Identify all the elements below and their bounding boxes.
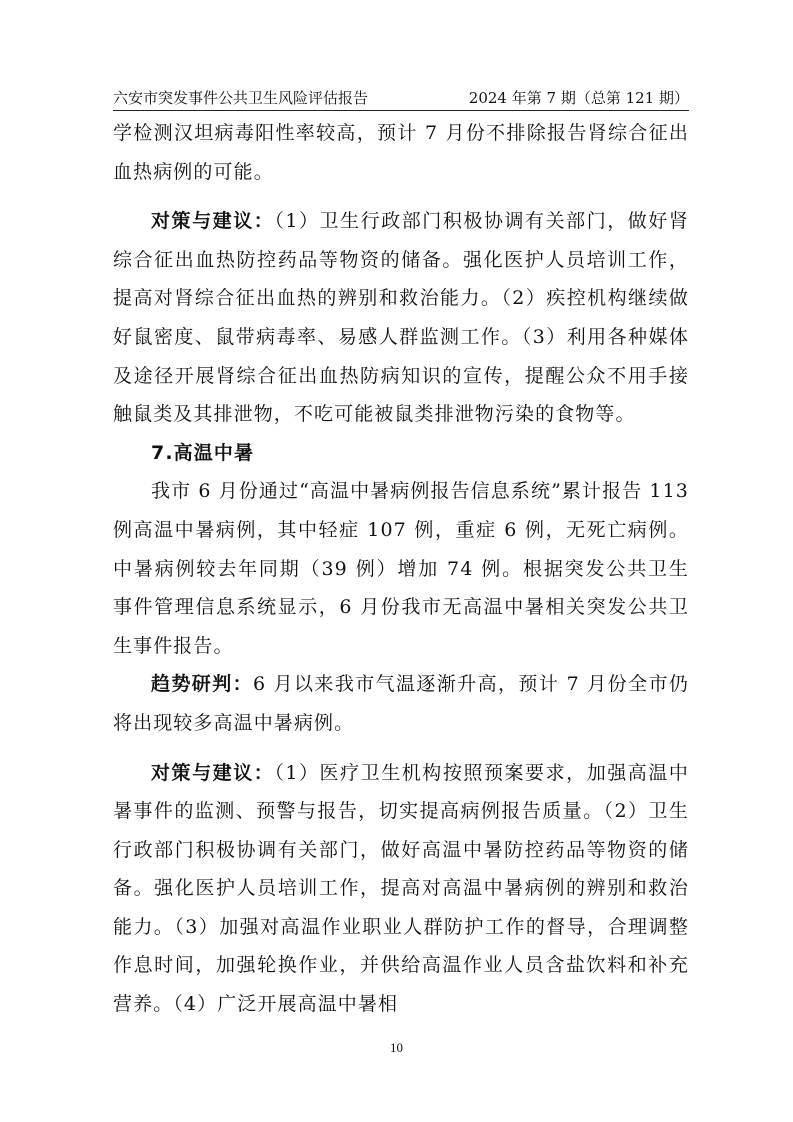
recommendations-text: （1）卫生行政部门积极协调有关部门，做好肾综合征出血热防控药品等物资的储备。强化医护人员培训工作，提高对肾综合征出血热的辨别和救治能力。（2）疾控机构继续做好鼠密度、鼠带病毒率、易感人群监测工作。（3）利用各种媒体及途径开展肾综合征出血热防病知识的宣传，提醒公众不用手接触鼠类及其排泄物，不吃可能被鼠类排泄物污染的食物等。	[113, 210, 689, 426]
page-header	[113, 86, 689, 111]
trend-label: 趋势研判：	[151, 673, 253, 696]
header-report-title: 六安市突发事件公共卫生风险评估报告	[113, 89, 369, 107]
heatstroke-recommendations-text: （1）医疗卫生机构按照预案要求，加强高温中暑事件的监测、预警与报告，切实提高病例报告质量。（2）卫生行政部门积极协调有关部门，做好高温中暑防控药品等物资的储备。强化医护人员培训工作，提高对高温中暑病例的辨别和救治能力。（3）加强对高温作业职业人群防护工作的督导，合理调整作息时间，加强轮换作业，并供给高温作业人员含盐饮料和补充营养。（4）广泛开展高温中暑相	[113, 761, 689, 1016]
page-number: 10	[390, 1040, 403, 1055]
trend-text: 6 月以来我市气温逐渐升高，预计 7 月份全市仍将出现较多高温中暑病例。	[113, 673, 689, 734]
heatstroke-recommendations-label: 对策与建议：	[151, 761, 275, 784]
recommendations-label: 对策与建议：	[151, 210, 275, 233]
section-heading-text: 7.高温中暑	[151, 441, 255, 464]
paragraph-trend-assessment	[113, 665, 689, 742]
paragraph-hfrs-forecast: 学检测汉坦病毒阳性率较高，预计 7 月份不排除报告肾综合征出血热病例的可能。	[113, 122, 689, 183]
section-heading-heatstroke	[113, 434, 689, 473]
header-issue-number: 2024 年第 7 期（总第 121 期）	[468, 89, 689, 107]
document-body	[113, 114, 689, 1024]
paragraph-hfrs-recommendations	[113, 202, 689, 434]
paragraph-heatstroke-cases: 我市 6 月份通过“高温中暑病例报告信息系统”累计报告 113 例高温中暑病例，其中轻症 107 例，重症 6 例，无死亡病例。中暑病例较去年同期（39 例）增加 74 例。根据突发公共卫生事件管理信息系统显示，6 月份我市无高温中暑相关突发公共卫生事件报告。	[113, 480, 689, 657]
paragraph-heatstroke-recommendations	[113, 754, 689, 1024]
